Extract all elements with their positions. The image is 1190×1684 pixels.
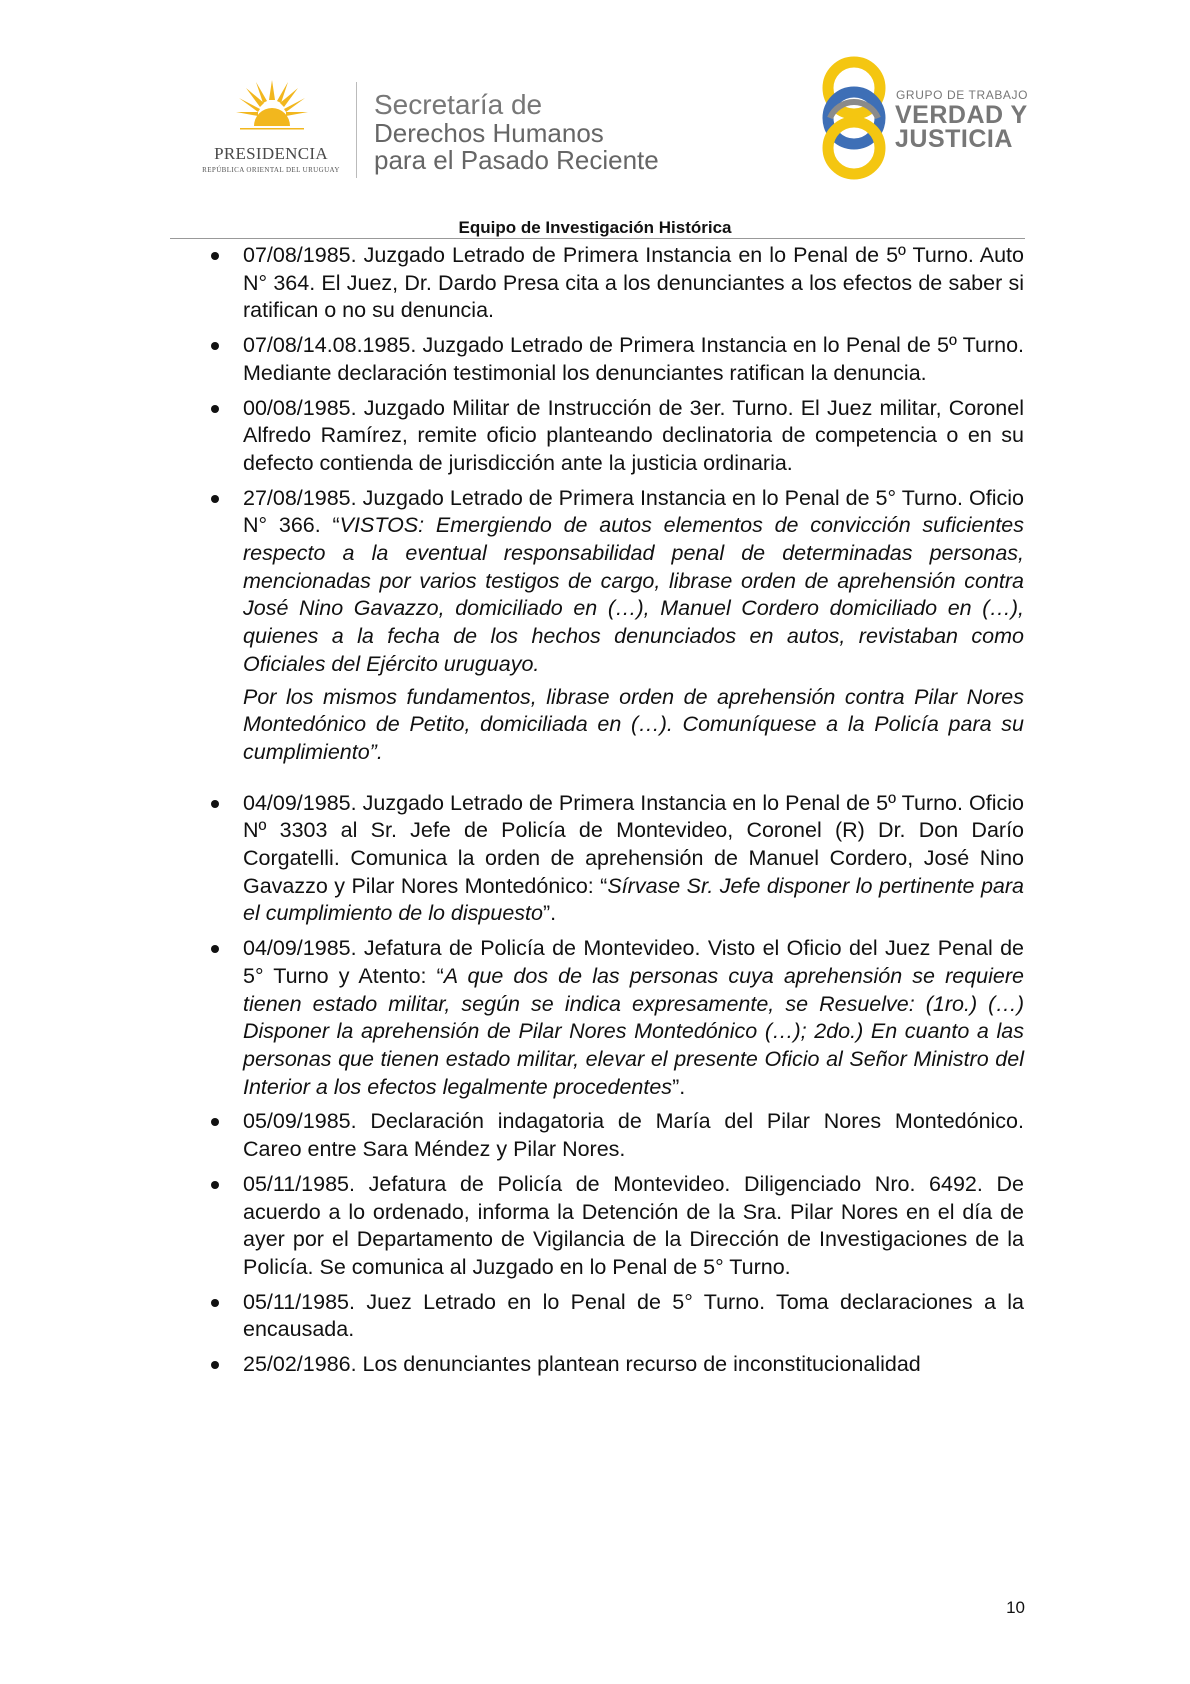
list-item [207, 1289, 1024, 1344]
entry-text [243, 395, 1024, 478]
entry-text [243, 332, 1024, 387]
entry-text [243, 790, 1024, 929]
bullet-icon [211, 1361, 219, 1369]
list-item [207, 242, 1024, 325]
list-item [207, 395, 1024, 478]
entry-text [243, 935, 1024, 1101]
list-item [207, 485, 1024, 783]
entry-segment: 05/11/1985. Jefatura de Policía de Montevideo. Diligenciado Nro. 6492. De acuerdo a lo ordenado, informa la Detención de la Sra. Pilar Nores en el día de ayer por el Departamento de Vigilancia de la Dirección de Investigaciones de la Policía. Se comunica al Juzgado en lo Penal de 5° Turno. [243, 1171, 1024, 1279]
quoted-text: Por los mismos fundamentos, librase orden de aprehensión contra Pilar Nores Montedónico de Petito, domiciliada en (…). Comuníquese a la Policía para su cumplimiento”. [243, 684, 1024, 764]
secretaria-line3: para el Pasado Reciente [374, 145, 659, 175]
bullet-icon [211, 495, 219, 503]
entry-text [243, 1289, 1024, 1344]
entry-segment: ”. [542, 901, 557, 926]
page-header [0, 0, 1190, 240]
entry-continuation [243, 684, 1024, 767]
list-item [207, 1171, 1024, 1282]
bullet-icon [211, 945, 219, 953]
list-item [207, 332, 1024, 387]
bullet-icon [211, 1118, 219, 1126]
entry-segment: 04/09/1985. Jefatura de Policía de Montevideo. Visto el Oficio del Juez Penal de 5° Turno y Atento: “ [243, 936, 1024, 988]
secretaria-line1: Secretaría de [374, 89, 543, 120]
secretaria-line2: Derechos Humanos [374, 118, 604, 148]
grupo-pre-title: GRUPO DE TRABAJO [896, 88, 1029, 102]
quoted-text: Sírvase Sr. Jefe disponer lo pertinente para el cumplimiento de lo dispuesto [243, 873, 1024, 926]
header-rule [170, 238, 1025, 239]
entry-segment: 05/11/1985. Juez Letrado en lo Penal de 5° Turno. Toma declaraciones a la encausada. [243, 1289, 1024, 1342]
entry-segment: 07/08/1985. Juzgado Letrado de Primera Instancia en lo Penal de 5º Turno. Auto N° 364. El Juez, Dr. Dardo Presa cita a los denunciantes a los efectos de saber si ratifican o no su denuncia. [243, 243, 1024, 323]
paragraph-gap [243, 767, 1024, 783]
entry-text [243, 1351, 1024, 1379]
bullet-icon [211, 1181, 219, 1189]
entry-text [243, 1171, 1024, 1282]
sun-icon [234, 78, 310, 140]
quoted-text: A que dos de las personas cuya aprehensión se requiere tienen estado militar, según se indica expresamente, se Resuelve: (1ro.) (…) Disponer la aprehensión de Pilar Nores Montedónico (…); 2do.) En cuanto a las personas que tienen estado militar, elevar el presente Oficio al Señor Ministro del Interior a los efectos legalmente procedentes [243, 963, 1024, 1099]
bullet-icon [211, 800, 219, 808]
list-item [207, 790, 1024, 929]
document-body [207, 242, 1024, 1386]
entry-text [243, 485, 1024, 679]
entry-segment: 27/08/1985. Juzgado Letrado de Primera Instancia en lo Penal de 5° Turno. Oficio N° 366. “ [243, 485, 1024, 538]
entry-segment: 05/09/1985. Declaración indagatoria de María del Pilar Nores Montedónico. Careo entre Sara Méndez y Pilar Nores. [243, 1109, 1024, 1162]
chronology-list [207, 242, 1024, 1379]
grupo-title-line1: VERDAD Y [895, 101, 1028, 129]
entry-segment: 07/08/14.08.1985. Juzgado Letrado de Primera Instancia en lo Penal de 5º Turno. Mediante declaración testimonial los denunciantes ratifican la denuncia. [243, 333, 1024, 385]
grupo-title-line2: JUSTICIA [895, 125, 1013, 153]
logo-divider [356, 82, 357, 178]
list-item [207, 1108, 1024, 1163]
entry-segment: 04/09/1985. Juzgado Letrado de Primera Instancia en lo Penal de 5º Turno. Oficio Nº 3303 al Sr. Jefe de Policía de Montevideo, Coronel (R) Dr. Don Darío Corgatelli. Comunica la orden de aprehensión de Manuel Cordero, José Nino Gavazzo y Pilar Nores Montedónico: “ [243, 790, 1024, 898]
bullet-icon [211, 342, 219, 350]
list-item [207, 935, 1024, 1101]
presidencia-logo [196, 78, 346, 180]
entry-segment: ”. [672, 1074, 686, 1099]
entry-text [243, 1108, 1024, 1163]
bullet-icon [211, 1299, 219, 1307]
presidencia-subtitle: REPÚBLICA ORIENTAL DEL URUGUAY [202, 166, 340, 174]
bullet-icon [211, 405, 219, 413]
secretaria-title [374, 90, 659, 174]
entry-text [243, 242, 1024, 325]
presidencia-name: PRESIDENCIA [214, 144, 328, 163]
entry-segment: 25/02/1986. Los denunciantes plantean recurso de inconstitucionalidad [243, 1352, 921, 1377]
page-number: 10 [1006, 1598, 1025, 1617]
bullet-icon [211, 252, 219, 260]
list-item [207, 1351, 1024, 1379]
entry-segment: 00/08/1985. Juzgado Militar de Instrucción de 3er. Turno. El Juez militar, Coronel Alfredo Ramírez, remite oficio planteando declinatoria de competencia o en su defecto contienda de jurisdicción ante la justicia ordinaria. [243, 395, 1024, 475]
quoted-text: VISTOS: Emergiendo de autos elementos de convicción suficientes respecto a la eventual responsabilidad penal de determinadas personas, mencionadas por varios testigos de cargo, librase orden de aprehensión contra José Nino Gavazzo, domiciliado en (…), Manuel Cordero domiciliado en (…), quienes a la fecha de los hechos denunciados en autos, revistaban como Oficiales del Ejército uruguayo. [243, 513, 1024, 676]
team-title: Equipo de Investigación Histórica [458, 218, 732, 237]
